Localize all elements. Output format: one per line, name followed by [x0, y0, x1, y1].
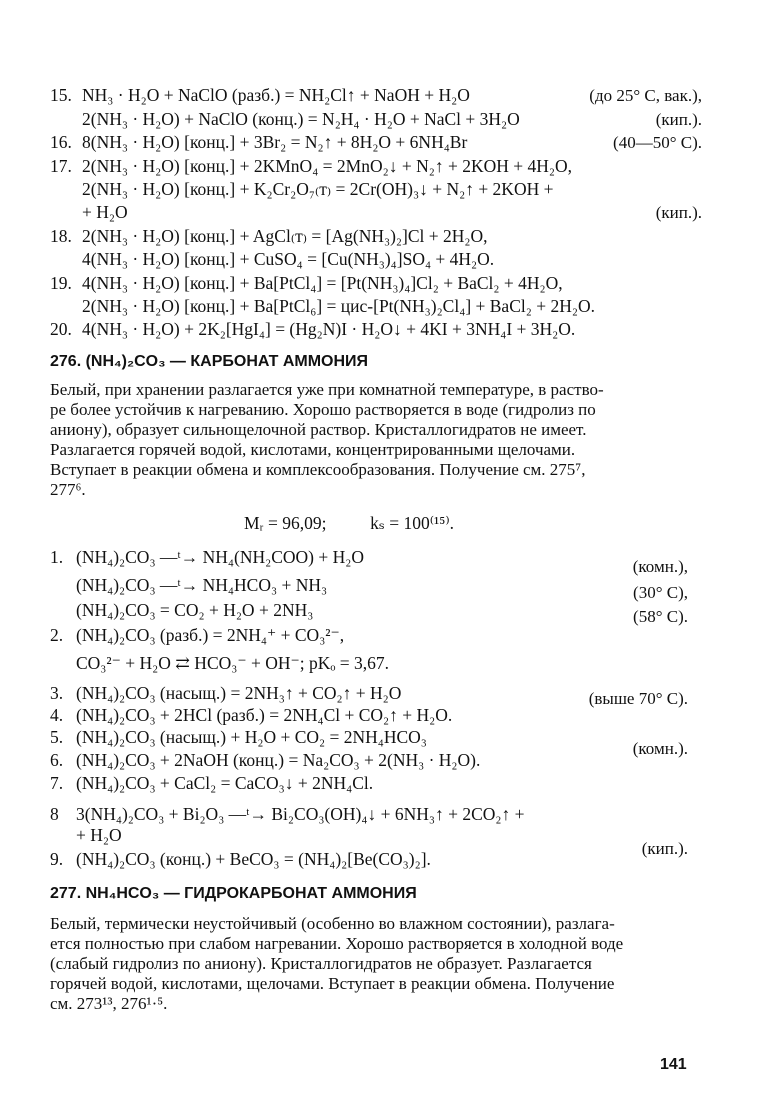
equation-condition: (30° С), [633, 583, 688, 602]
eq-number: 2. [50, 625, 64, 645]
eq-number: 19. [50, 273, 72, 293]
equation-line: NH₃ · H₂O + NaClO (разб.) = NH₂Cl↑ + NaOH + H₂O [82, 85, 470, 105]
equation-line: CO₃²⁻ + H₂O ⇄ HCO₃⁻ + OH⁻; pKₒ = 3,67. [76, 653, 390, 673]
equation-line: 3(NH₄)₂CO₃ + Bi₂O₃ —ᵗ→ Bi₂CO₃(OH)₄↓ + 6NH₃↑ + 2CO₂↑ + [76, 804, 525, 824]
paragraph-line: 277⁶. [50, 480, 86, 499]
equation-line: 4(NH₃ · H₂O) + 2K₂[HgI₄] = (Hg₂N)I · H₂O↓ + 4KI + 3NH₄I + 3H₂O. [82, 319, 576, 339]
equation-line: 8(NH₃ · H₂O) [конц.] + 3Br₂ = N₂↑ + 8H₂O + 6NH₄Br [82, 132, 468, 152]
paragraph-line: ре более устойчив к нагреванию. Хорошо растворяется в воде (гидролиз по [50, 400, 596, 419]
equation-line: + H₂O [76, 825, 122, 845]
equation-line: 2(NH₃ · H₂O) [конц.] + Ba[PtCl₆] = цис-[Pt(NH₃)₂Cl₄] + BaCl₂ + 2H₂O. [82, 296, 595, 316]
paragraph-line: Вступает в реакции обмена и комплексообразования. Получение см. 275⁷, [50, 460, 586, 479]
paragraph-line: Белый, термически неустойчивый (особенно во влажном состоянии), разлага- [50, 914, 615, 933]
eq-number: 4. [50, 705, 64, 725]
equation-line: 2(NH₃ · H₂O) [конц.] + 2KMnO₄ = 2MnO₂↓ + N₂↑ + 2KOH + 4H₂O, [82, 156, 572, 176]
equation-line: + H₂O [82, 202, 128, 222]
paragraph-line: ется полностью при слабом нагревании. Хорошо растворяется в холодной воде [50, 934, 624, 953]
equation-line: (NH₄)₂CO₃ + CaCl₂ = CaCO₃↓ + 2NH₄Cl. [76, 773, 374, 793]
equation-line: (NH₄)₂CO₃ —ᵗ→ NH₄(NH₂COO) + H₂O [76, 547, 364, 567]
equation-line: 4(NH₃ · H₂O) [конц.] + Ba[PtCl₄] = [Pt(NH₃)₄]Cl₂ + BaCl₂ + 4H₂O, [82, 273, 563, 293]
section-paragraph [50, 380, 698, 500]
equation-condition: (58° С). [633, 607, 688, 626]
equation-line: (NH₄)₂CO₃ = CO₂ + H₂O + 2NH₃ [76, 600, 314, 620]
eq-number: 16. [50, 132, 72, 152]
section-heading: 277. NH₄HCO₃ — ГИДРОКАРБОНАТ АММОНИЯ [50, 885, 417, 902]
equation-condition: (кип.). [641, 839, 688, 858]
equation-line: 4(NH₃ · H₂O) [конц.] + CuSO₄ = [Cu(NH₃)₄]SO₄ + 4H₂O. [82, 249, 495, 269]
equation-line: (NH₄)₂CO₃ (разб.) = 2NH₄⁺ + CO₃²⁻, [76, 625, 345, 645]
eq-number: 15. [50, 85, 72, 105]
equation-condition: (выше 70° С). [588, 689, 688, 708]
paragraph-line: см. 273¹³, 276¹·⁵. [50, 994, 168, 1013]
equation-line: (NH₄)₂CO₃ + 2HCl (разб.) = 2NH₄Cl + CO₂↑ + H₂O. [76, 705, 453, 725]
eq-number: 20. [50, 319, 72, 339]
equation-line: 2(NH₃ · H₂O) [конц.] + K₂Cr₂O₇₍т₎ = 2Cr(OH)₃↓ + N₂↑ + 2KOH + [82, 179, 554, 199]
equation-line: (NH₄)₂CO₃ + 2NaOH (конц.) = Na₂CO₃ + 2(NH₃ · H₂O). [76, 750, 481, 770]
equation-condition: (комн.). [632, 739, 688, 758]
section-heading: 276. (NH₄)₂CO₃ — КАРБОНАТ АММОНИЯ [50, 353, 369, 370]
equation-line: (NH₄)₂CO₃ —ᵗ→ NH₄HCO₃ + NH₃ [76, 575, 328, 595]
paragraph-line: Белый, при хранении разлагается уже при комнатной температуре, в раство- [50, 380, 604, 399]
paragraph-line: Разлагается горячей водой, кислотами, концентрированными щелочами. [50, 440, 576, 459]
paragraph-line: (слабый гидролиз по аниону). Кристаллогидратов не образует. Разлагается [50, 954, 592, 973]
equation-condition: (до 25° С, вак.), [589, 86, 702, 105]
equation-line: 2(NH₃ · H₂O) + NaClO (конц.) = N₂H₄ · H₂O + NaCl + 3H₂O [82, 109, 520, 129]
equation-line: (NH₄)₂CO₃ (конц.) + BeCO₃ = (NH₄)₂[Be(CO₃)₂]. [76, 849, 431, 869]
page-number: 141 [660, 1056, 687, 1073]
equation-condition: (кип.). [655, 110, 702, 129]
equation-condition: (кип.). [655, 203, 702, 222]
equation-condition: (40—50° С). [613, 133, 702, 152]
paragraph-line: горячей водой, кислотами, щелочами. Вступает в реакции обмена. Получение [50, 974, 615, 993]
eq-number: 7. [50, 773, 64, 793]
eq-number: 17. [50, 156, 72, 176]
equation-line: 2(NH₃ · H₂O) [конц.] + AgCl₍т₎ = [Ag(NH₃)₂]Cl + 2H₂O, [82, 226, 488, 246]
eq-number: 5. [50, 727, 64, 747]
eq-number: 8 [50, 804, 59, 824]
equation-condition: (комн.), [632, 557, 688, 576]
eq-number: 6. [50, 750, 64, 770]
section-paragraph [50, 914, 698, 1014]
paragraph-line: аниону), образует сильнощелочной раствор. Кристаллогидратов не имеет. [50, 420, 587, 439]
eq-number: 18. [50, 226, 72, 246]
equation-line: (NH₄)₂CO₃ (насыщ.) = 2NH₃↑ + CO₂↑ + H₂O [76, 683, 402, 703]
eq-number: 9. [50, 849, 64, 869]
eq-number: 3. [50, 683, 64, 703]
eq-number: 1. [50, 547, 64, 567]
equation-line: (NH₄)₂CO₃ (насыщ.) + H₂O + CO₂ = 2NH₄HCO₃ [76, 727, 427, 747]
constants-line: Mᵣ = 96,09; kₛ = 100⁽¹⁵⁾. [244, 513, 455, 533]
